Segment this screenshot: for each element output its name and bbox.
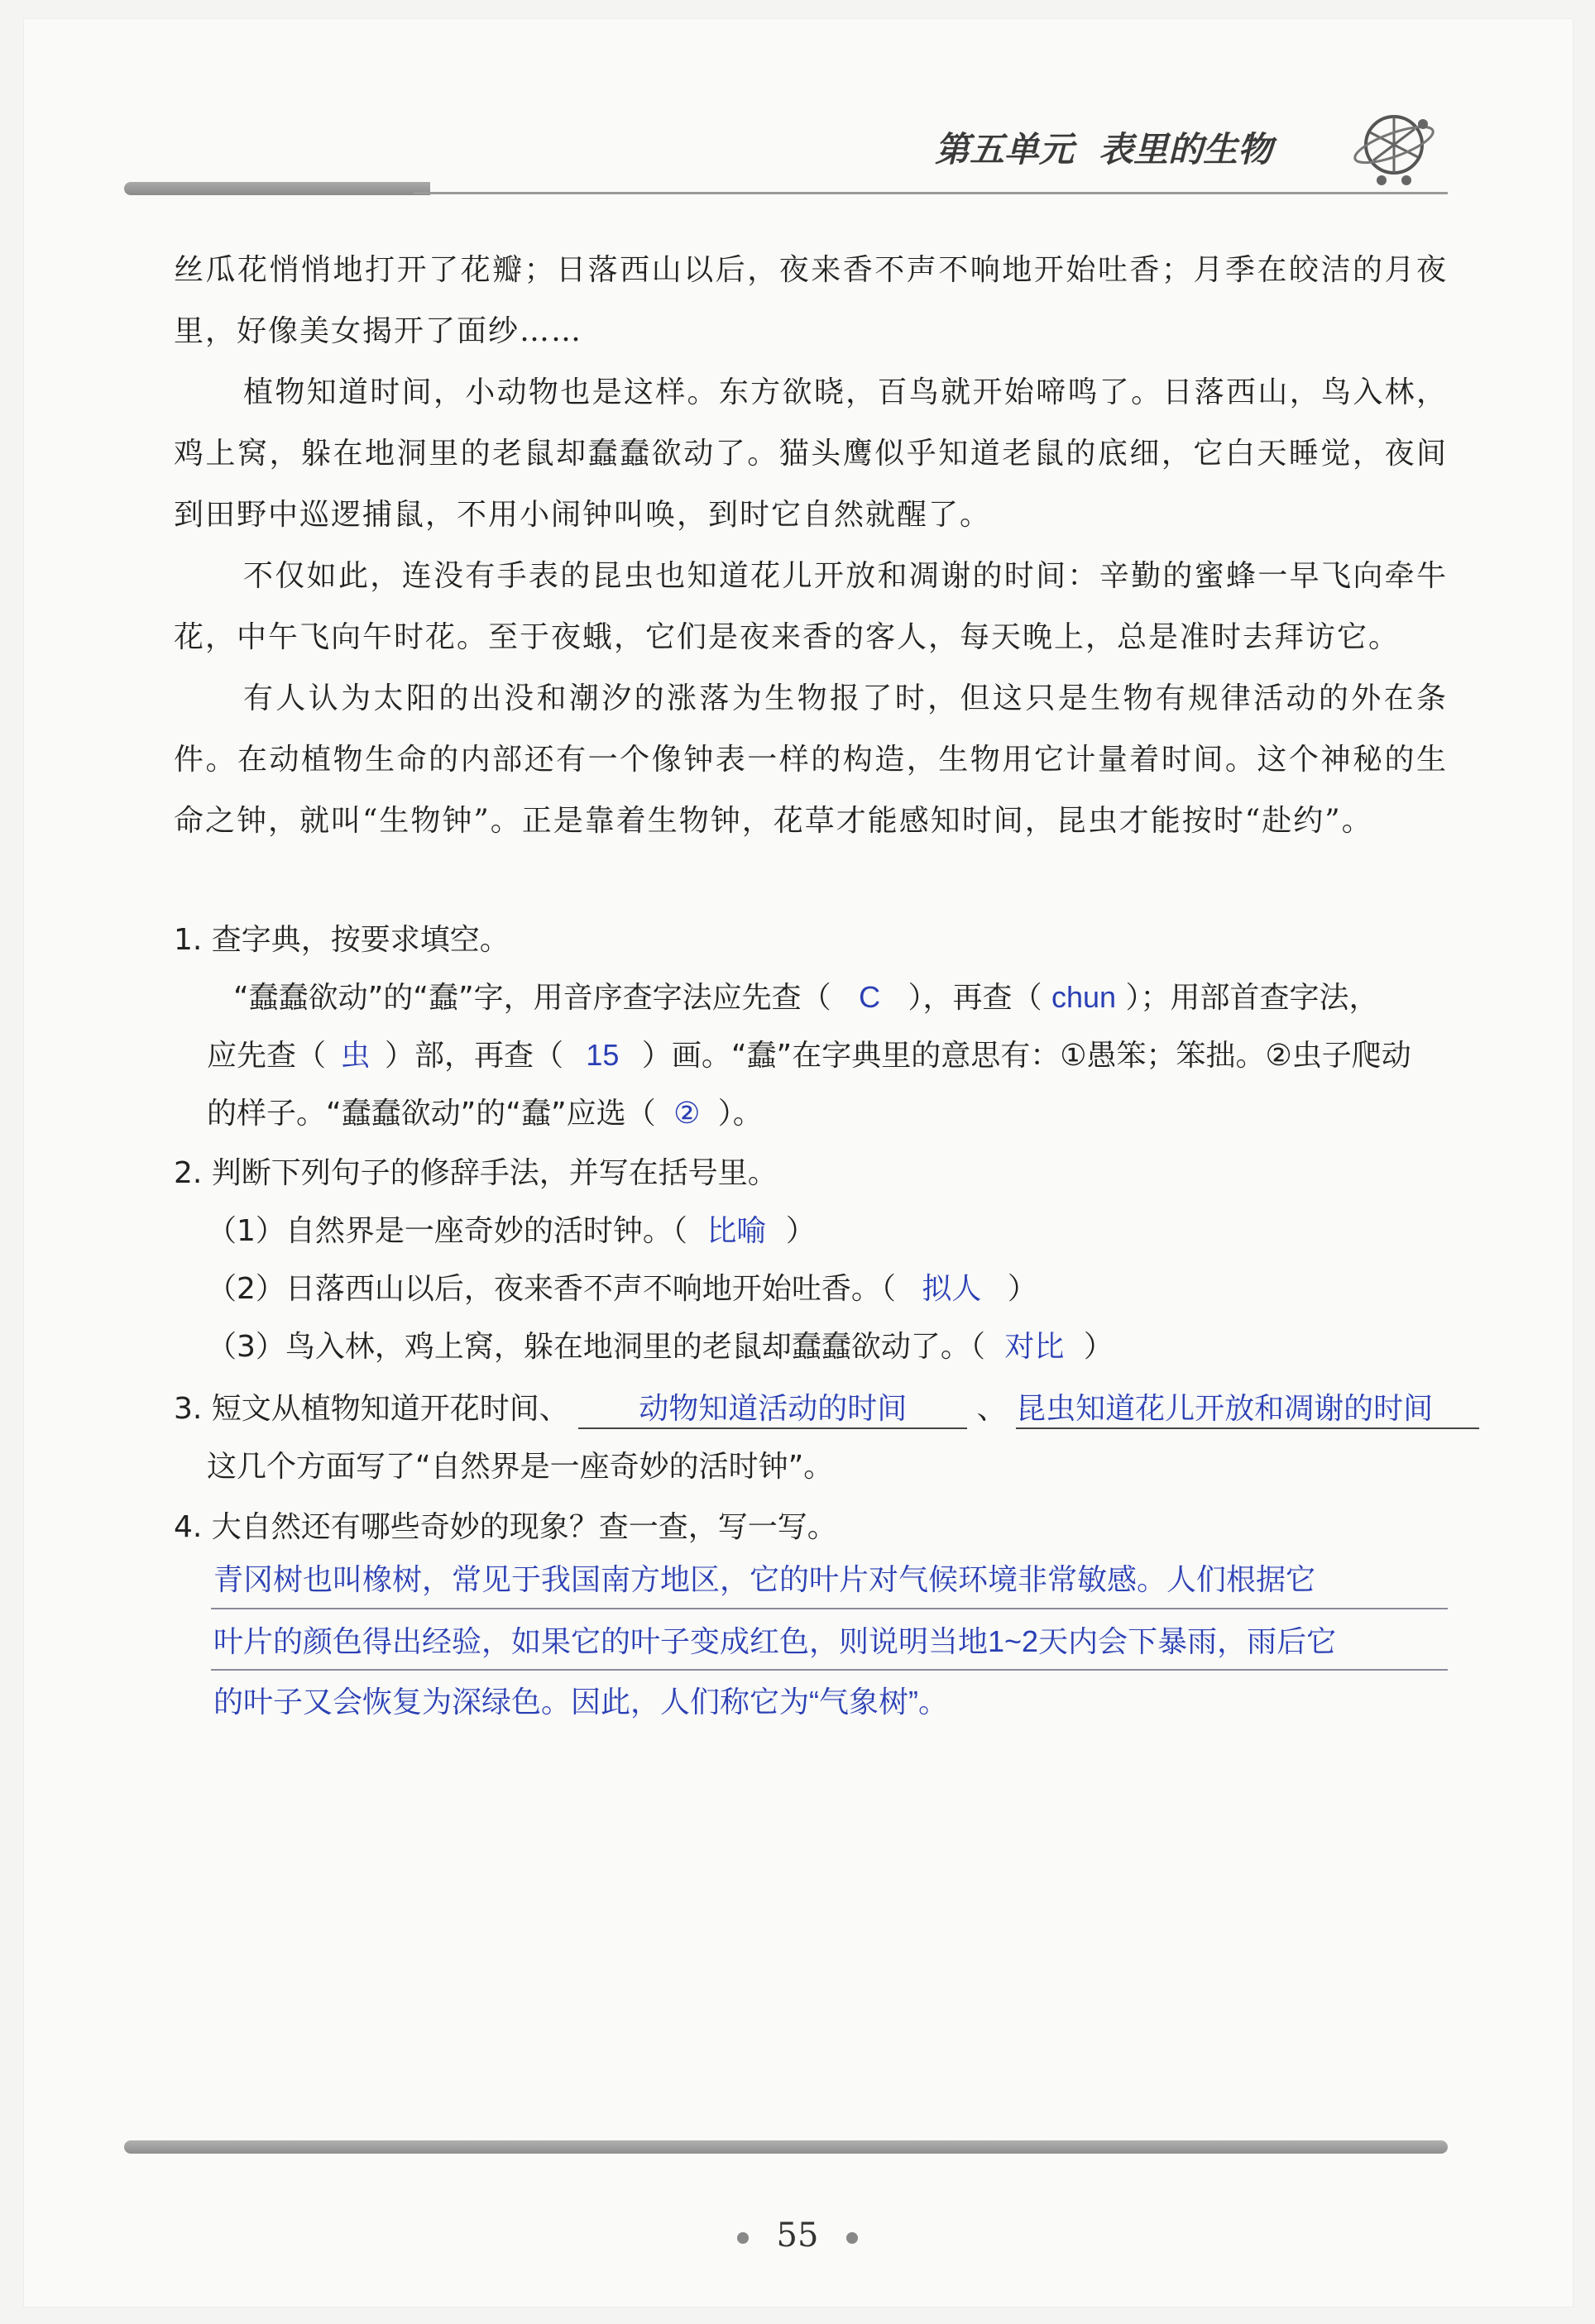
q1-text: ），再查（ bbox=[908, 981, 1042, 1015]
planet-robot-icon bbox=[1348, 99, 1439, 190]
answer-radical[interactable]: 虫 bbox=[340, 1038, 371, 1072]
paragraph: 不仅如此，连没有手表的昆虫也知道花儿开放和凋谢的时间：辛勤的蜜蜂一早飞向牵牛花，中午飞向午时花。至于夜蛾，它们是夜来香的客人，每天晚上，总是准时去拜访它。 bbox=[174, 559, 1448, 654]
q2-sentence: （3）鸟入林，鸡上窝，躲在地洞里的老鼠却蠢蠢欲动了。（ bbox=[207, 1330, 985, 1364]
question-3-line-2: 这几个方面写了“自然界是一座奇妙的活时钟”。 bbox=[207, 1450, 834, 1484]
answer-line-1[interactable]: 青冈树也叫橡树，常见于我国南方地区，它的叶片对气候环境非常敏感。人们根据它 bbox=[213, 1562, 1316, 1596]
answer-c[interactable]: C bbox=[859, 980, 881, 1014]
unit-title bbox=[935, 122, 1272, 172]
answer-chun[interactable]: chun bbox=[1051, 980, 1117, 1014]
answer-contrast[interactable]: 对比 bbox=[1004, 1329, 1065, 1363]
question-1-line-2 bbox=[207, 1032, 1411, 1074]
reading-passage bbox=[174, 240, 1448, 852]
footer-bar bbox=[124, 2140, 1448, 2154]
answer-animals[interactable]: 动物知道活动的时间 bbox=[578, 1385, 967, 1429]
question-2-item-2 bbox=[207, 1265, 1037, 1308]
answer-rule bbox=[211, 1608, 1448, 1609]
q1-text: ）画。“蠢”在字典里的意思有：①愚笨；笨拙。②虫子爬动 bbox=[641, 1039, 1411, 1073]
answer-personification[interactable]: 拟人 bbox=[922, 1271, 982, 1305]
question-4-title: 4. 大自然还有哪些奇妙的现象？查一查，写一写。 bbox=[174, 1510, 837, 1544]
question-1-title: 1. 查字典，按要求填空。 bbox=[174, 923, 510, 957]
bullet-dot-icon bbox=[737, 2232, 749, 2244]
answer-line-3[interactable]: 的叶子又会恢复为深绿色。因此，人们称它为“气象树”。 bbox=[213, 1685, 948, 1719]
q1-text: ）；用部首查字法， bbox=[1125, 981, 1379, 1015]
paragraph: 植物知道时间，小动物也是这样。东方欲晓，百鸟就开始啼鸣了。日落西山，鸟入林，鸡上窝，躲在地洞里的老鼠却蠢蠢欲动了。猫头鹰似乎知道老鼠的底细，它白天睡觉，夜间到田野中巡逻捕鼠，不用小闹钟叫唤，到时它自然就醒了。 bbox=[174, 375, 1448, 532]
answer-strokes[interactable]: 15 bbox=[586, 1038, 620, 1072]
answer-meaning[interactable]: ② bbox=[673, 1096, 701, 1130]
header-rule bbox=[414, 192, 1448, 194]
q3-sep: 、 bbox=[976, 1392, 1007, 1426]
page-number-text: 55 bbox=[776, 2216, 819, 2255]
answer-insects[interactable]: 昆虫知道花儿开放和凋谢的时间 bbox=[1016, 1385, 1479, 1429]
header-bar bbox=[124, 182, 430, 195]
q1-text: ）。 bbox=[717, 1097, 763, 1131]
lesson-title: 表里的生物 bbox=[1099, 129, 1273, 170]
q1-text: ）部，再查（ bbox=[384, 1039, 563, 1073]
q2-close: ） bbox=[1083, 1330, 1114, 1364]
question-2-item-1 bbox=[207, 1207, 816, 1250]
answer-rule bbox=[211, 1669, 1448, 1671]
answer-metaphor[interactable]: 比喻 bbox=[706, 1213, 767, 1247]
question-2-title: 2. 判断下列句子的修辞手法，并写在括号里。 bbox=[174, 1156, 778, 1190]
unit-label: 第五单元 bbox=[935, 129, 1075, 170]
question-1-line-3 bbox=[207, 1090, 763, 1132]
bullet-dot-icon bbox=[846, 2232, 858, 2244]
question-1-line-1 bbox=[233, 974, 1379, 1016]
page-number bbox=[0, 2216, 1595, 2255]
answer-line-2[interactable]: 叶片的颜色得出经验，如果它的叶子变成红色，则说明当地1~2天内会下暴雨，雨后它 bbox=[213, 1624, 1337, 1658]
q3-text: 3. 短文从植物知道开花时间、 bbox=[174, 1392, 569, 1426]
q1-text: 应先查（ bbox=[207, 1039, 327, 1073]
paragraph: 丝瓜花悄悄地打开了花瓣；日落西山以后，夜来香不声不响地开始吐香；月季在皎洁的月夜里，好像美女揭开了面纱…… bbox=[174, 253, 1448, 348]
question-2-item-3 bbox=[207, 1323, 1114, 1365]
q2-close: ） bbox=[785, 1214, 816, 1248]
q2-sentence: （1）自然界是一座奇妙的活时钟。（ bbox=[207, 1214, 687, 1248]
q1-text: “蠢蠢欲动”的“蠢”字，用音序查字法应先查（ bbox=[233, 981, 831, 1015]
q1-text: 的样子。“蠢蠢欲动”的“蠢”应选（ bbox=[207, 1097, 656, 1131]
paragraph: 有人认为太阳的出没和潮汐的涨落为生物报了时，但这只是生物有规律活动的外在条件。在动植物生命的内部还有一个像钟表一样的构造，生物用它计量着时间。这个神秘的生命之钟，就叫“生物钟”。正是靠着生物钟，花草才能感知时间，昆虫才能按时“赴约”。 bbox=[174, 681, 1448, 838]
q2-sentence: （2）日落西山以后，夜来香不声不响地开始吐香。（ bbox=[207, 1272, 896, 1306]
question-3-line-1 bbox=[174, 1385, 1479, 1429]
q2-close: ） bbox=[1007, 1272, 1037, 1306]
page-header bbox=[0, 0, 1595, 207]
